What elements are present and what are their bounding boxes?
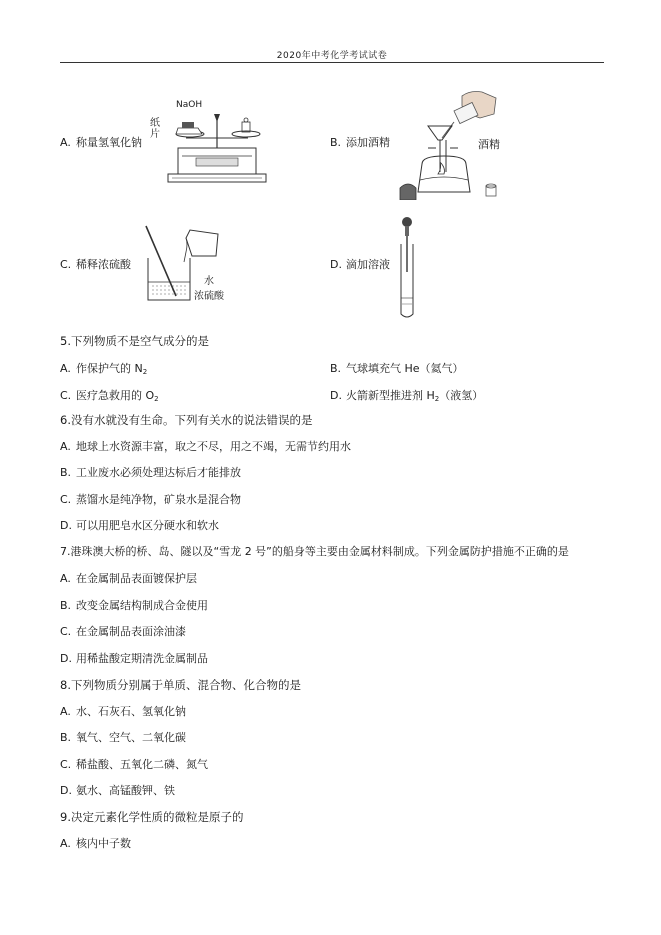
option-letter: A. <box>60 362 71 375</box>
q4-option-a <box>60 136 142 150</box>
q7-option-a <box>60 572 197 586</box>
option-text: 火箭新型推进剂 H <box>346 389 435 402</box>
option-text-suffix: （液氢） <box>439 389 484 402</box>
page-header: 2020年中考化学考试试卷 <box>276 51 388 61</box>
option-letter: B. <box>330 136 342 149</box>
option-text: 改变金属结构制成合金使用 <box>76 599 208 612</box>
q8-option-b <box>60 731 186 745</box>
option-letter: C. <box>60 389 72 402</box>
naoh-label: NaOH <box>176 100 203 110</box>
q8-option-a <box>60 705 186 719</box>
option-text: 滴加溶液 <box>346 258 390 271</box>
option-text: 稀释浓硫酸 <box>76 258 131 271</box>
option-letter: A. <box>60 705 71 718</box>
option-letter: D. <box>60 652 72 665</box>
acid-label: 浓硫酸 <box>194 291 224 302</box>
option-letter: D. <box>330 258 342 271</box>
option-text: 称量氢氧化钠 <box>76 136 142 149</box>
option-letter: D. <box>330 389 342 402</box>
option-letter: D. <box>60 784 72 797</box>
subscript: 2 <box>154 395 159 403</box>
option-text: 医疗急救用的 O <box>76 389 155 402</box>
question-7-stem: 7.港珠澳大桥的桥、岛、隧以及“雪龙 2 号”的船身等主要由金属材料制成。下列金属防护措施不正确的是 <box>60 545 569 558</box>
balance-figure <box>162 98 272 186</box>
q7-option-b <box>60 599 208 613</box>
option-letter: A. <box>60 837 71 850</box>
option-letter: D. <box>60 519 72 532</box>
option-text: 在金属制品表面涂油漆 <box>76 625 186 638</box>
option-text: 稀盐酸、五氧化二磷、氮气 <box>76 758 208 771</box>
option-letter: C. <box>60 493 72 506</box>
option-text: 气球填充气 He（氦气） <box>346 362 464 375</box>
option-text: 地球上水资源丰富，取之不尽，用之不竭，无需节约用水 <box>76 440 351 453</box>
option-letter: B. <box>60 731 72 744</box>
water-label: 水 <box>204 276 214 287</box>
option-text: 作保护气的 N <box>76 362 143 375</box>
q6-option-b <box>60 466 241 480</box>
option-text: 工业废水必须处理达标后才能排放 <box>76 466 241 479</box>
q5-option-c <box>60 389 159 406</box>
paper-label: 纸片 <box>150 118 160 140</box>
q4-option-b <box>330 136 390 150</box>
q8-option-d <box>60 784 175 798</box>
option-text: 核内中子数 <box>76 837 131 850</box>
q4-option-d <box>330 258 390 272</box>
q5-option-d <box>330 389 483 406</box>
option-letter: C. <box>60 758 72 771</box>
option-text: 用稀盐酸定期清洗金属制品 <box>76 652 208 665</box>
question-5-stem: 5.下列物质不是空气成分的是 <box>60 334 209 348</box>
q8-option-c <box>60 758 208 772</box>
q7-option-d <box>60 652 208 666</box>
q5-option-a <box>60 362 147 379</box>
q5-option-b <box>330 362 464 376</box>
option-letter: A. <box>60 136 71 149</box>
question-8-stem: 8.下列物质分别属于单质、混合物、化合物的是 <box>60 678 301 692</box>
q9-option-a <box>60 837 131 851</box>
dropper-figure <box>396 214 418 320</box>
option-text: 氧气、空气、二氧化碳 <box>76 731 186 744</box>
q6-option-c <box>60 493 241 507</box>
option-text: 蒸馏水是纯净物，矿泉水是混合物 <box>76 493 241 506</box>
question-6-stem: 6.没有水就没有生命。下列有关水的说法错误的是 <box>60 413 313 427</box>
question-9-stem: 9.决定元素化学性质的微粒是原子的 <box>60 810 244 824</box>
option-text: 可以用肥皂水区分硬水和软水 <box>76 519 219 532</box>
dropper-illustration <box>396 214 418 320</box>
subscript: 2 <box>434 395 440 403</box>
q6-option-a <box>60 440 351 454</box>
q7-option-c <box>60 625 186 639</box>
option-letter: B. <box>60 466 72 479</box>
q6-option-d <box>60 519 219 533</box>
option-text: 水、石灰石、氢氧化钠 <box>76 705 186 718</box>
option-letter: A. <box>60 572 71 585</box>
option-text: 添加酒精 <box>346 136 390 149</box>
option-letter: B. <box>60 599 72 612</box>
option-text: 在金属制品表面镀保护层 <box>76 572 197 585</box>
option-letter: B. <box>330 362 342 375</box>
option-letter: C. <box>60 258 72 271</box>
alcohol-label: 酒精 <box>478 138 500 151</box>
header-divider <box>60 62 604 63</box>
q4-option-c <box>60 258 131 272</box>
option-text: 氨水、高锰酸钾、铁 <box>76 784 175 797</box>
option-letter: A. <box>60 440 71 453</box>
subscript: 2 <box>142 368 148 376</box>
option-letter: C. <box>60 625 72 638</box>
balance-illustration <box>162 98 272 186</box>
